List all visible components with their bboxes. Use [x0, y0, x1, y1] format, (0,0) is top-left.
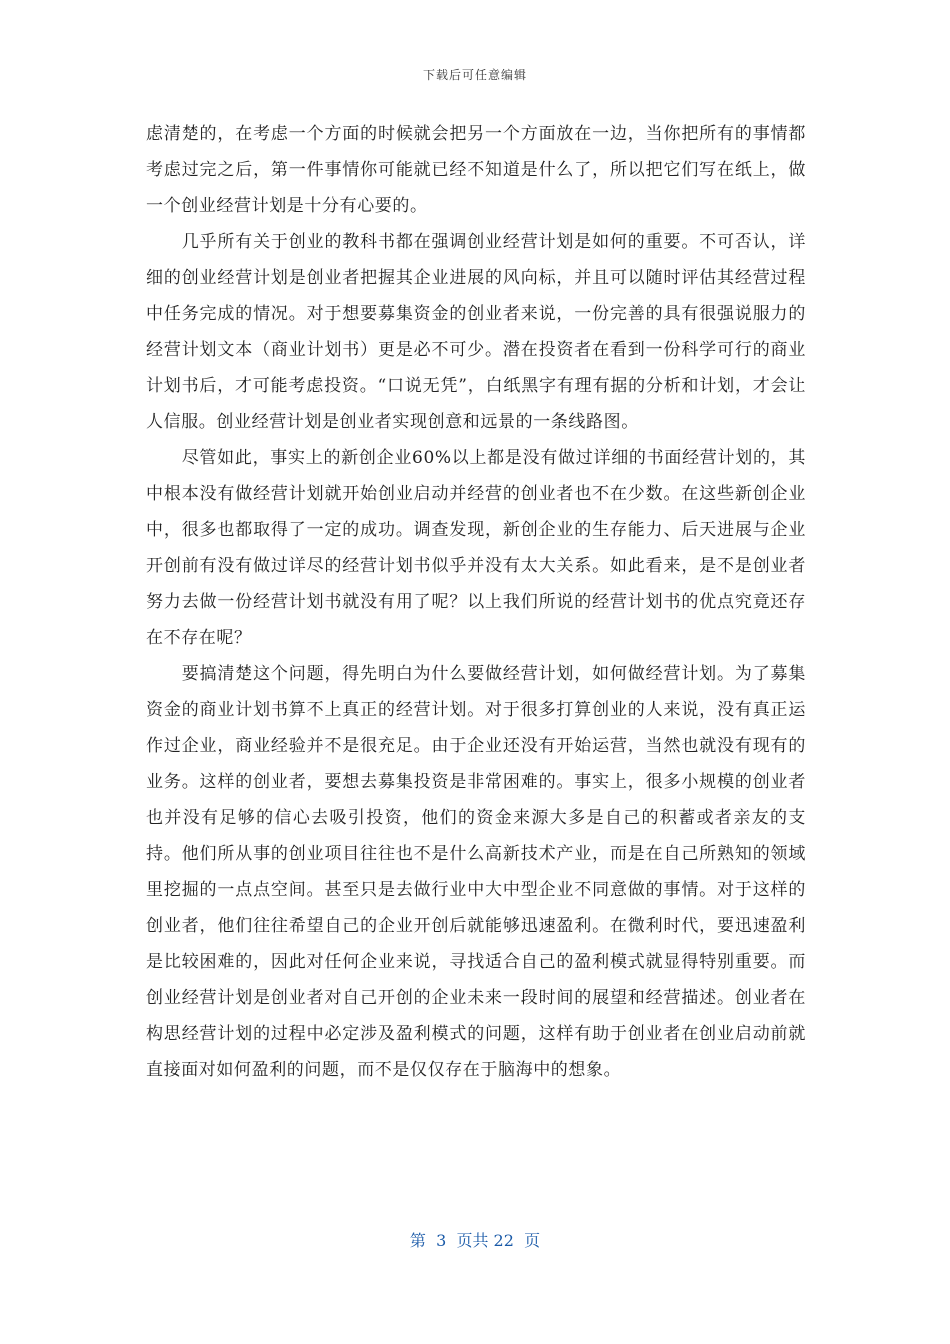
- paragraph: 要搞清楚这个问题，得先明白为什么要做经营计划，如何做经营计划。为了募集资金的商业计划书算不上真正的经营计划。对于很多打算创业的人来说，没有真正运作过企业，商业经验并不是很充足。由于企业还没有开始运营，当然也就没有现有的业务。这样的创业者，要想去募集投资是非常困难的。事实上，很多小规模的创业者也并没有足够的信心去吸引投资，他们的资金来源大多是自己的积蓄或者亲友的支持。他们所从事的创业项目往往也不是什么高新技术产业，而是在自己所熟知的领域里挖掘的一点点空间。甚至只是去做行业中大中型企业不同意做的事情。对于这样的创业者，他们往往希望自己的企业开创后就能够迅速盈利。在微利时代，要迅速盈利是比较困难的，因此对任何企业来说，寻找适合自己的盈利模式就显得特别重要。而创业经营计划是创业者对自己开创的企业未来一段时间的展望和经营描述。创业者在构思经营计划的过程中必定涉及盈利模式的问题，这样有助于创业者在创业启动前就直接面对如何盈利的问题，而不是仅仅存在于脑海中的想象。: [146, 664, 806, 1080]
- paragraph-continued: 虑清楚的，在考虑一个方面的时候就会把另一个方面放在一边，当你把所有的事情都考虑过完之后，第一件事情你可能就已经不知道是什么了，所以把它们写在纸上，做一个创业经营计划是十分有心要的。: [146, 124, 806, 216]
- paragraph: 几乎所有关于创业的教科书都在强调创业经营计划是如何的重要。不可否认，详细的创业经营计划是创业者把握其企业进展的风向标，并且可以随时评估其经营过程中任务完成的情况。对于想要募集资金的创业者来说，一份完善的具有很强说服力的经营计划文本（商业计划书）更是必不可少。潜在投资者在看到一份科学可行的商业计划书后，才可能考虑投资。“口说无凭”，白纸黑字有理有据的分析和计划，才会让人信服。创业经营计划是创业者实现创意和远景的一条线路图。: [146, 232, 806, 432]
- page-number-footer: 第 3 页共 22 页: [409, 1231, 541, 1250]
- document-body: [146, 116, 806, 1088]
- paragraph: 尽管如此，事实上的新创企业60%以上都是没有做过详细的书面经营计划的，其中根本没有做经营计划就开始创业启动并经营的创业者也不在少数。在这些新创企业中，很多也都取得了一定的成功。调查发现，新创企业的生存能力、后天进展与企业开创前有没有做过详尽的经营计划书似乎并没有太大关系。如此看来，是不是创业者努力去做一份经营计划书就没有用了呢？以上我们所说的经营计划书的优点究竟还存在不存在呢？: [146, 448, 806, 648]
- page-header: 下载后可任意编辑: [422, 68, 527, 82]
